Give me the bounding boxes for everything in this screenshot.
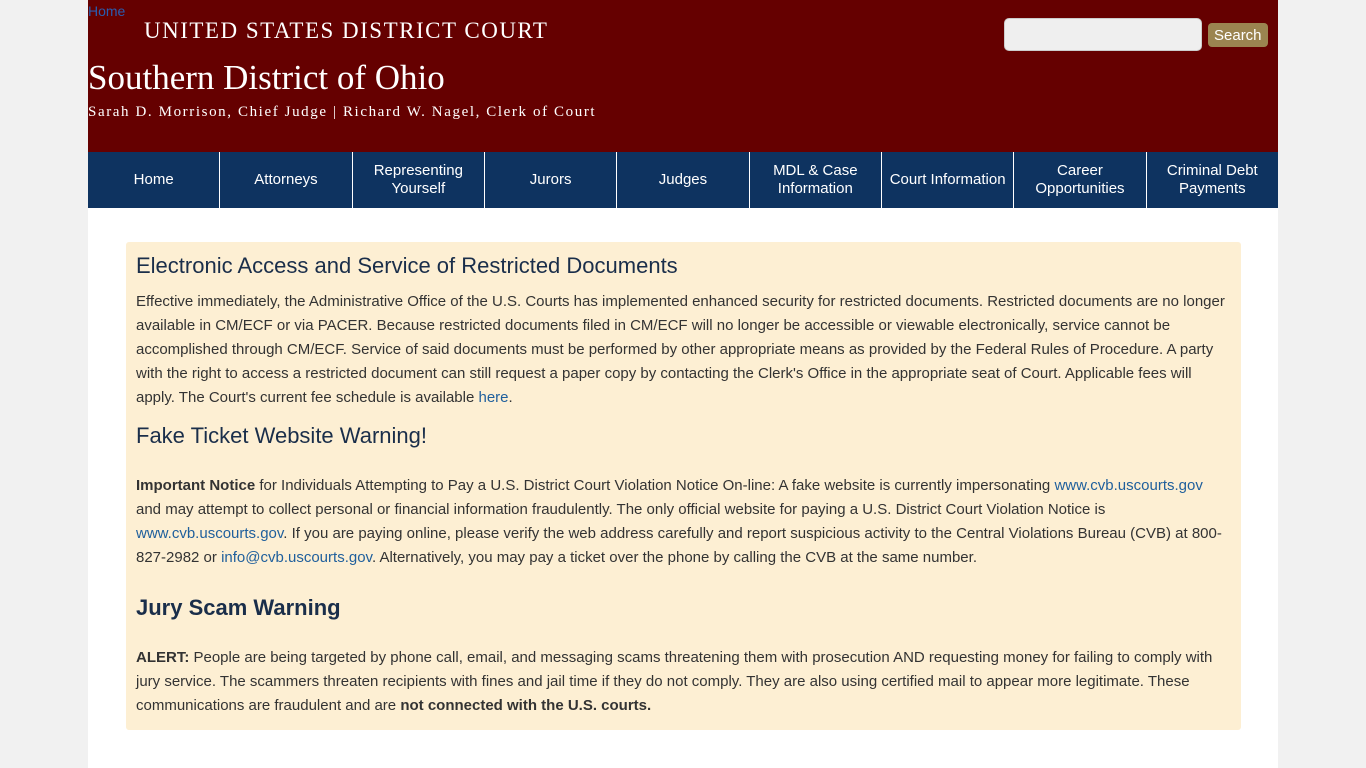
notice-body-fake-ticket: [136, 474, 1231, 570]
text: . Alternatively, you may pay a ticket over the phone by calling the CVB at the same number.: [371, 549, 977, 566]
notice-title-restricted: Electronic Access and Service of Restricted Documents: [136, 253, 678, 278]
cvb-link-2[interactable]: www.cvb.uscourts.gov: [136, 525, 284, 542]
nav-representing-yourself[interactable]: Representing Yourself: [353, 152, 485, 208]
nav-judges[interactable]: Judges: [617, 152, 749, 208]
cvb-email-link[interactable]: info@cvb.uscourts.gov: [221, 549, 372, 566]
text: for Individuals Attempting to Pay a U.S. District Court Violation Notice On-line: A fake website is currently impersonating: [255, 477, 1055, 494]
bold-text: not connected with the U.S. courts.: [400, 697, 652, 714]
text: People are being targeted by phone call, email, and messaging scams threatening them with prosecution AND requesting money for failing to comply with jury service. The scammers threaten recipients with fines and jail time if they do not comply. They are also using certified mail to appear more legitimate. These communications are fraudulent and are: [136, 649, 1213, 714]
search-input[interactable]: [1004, 18, 1202, 51]
nav-jurors[interactable]: Jurors: [485, 152, 617, 208]
notice-body-restricted: [136, 290, 1231, 410]
home-logo-link[interactable]: Home: [88, 3, 126, 19]
page: [88, 0, 1278, 768]
nav-mdl-case-information[interactable]: MDL & Case Information: [750, 152, 882, 208]
text: Effective immediately, the Administrative Office of the U.S. Courts has implemented enhanced security for restricted documents. Restricted documents are no longer available in CM/ECF or via PACER. Because restricted documents filed in CM/ECF will no longer be accessible or viewable electronically, service cannot be accomplished through CM/ECF. Service of said documents must be performed by other appropriate means as provided by the Federal Rules of Procedure. A party with the right to access a restricted document can still request a paper copy by contacting the Clerk's Office in the appropriate seat of Court. Applicable fees will apply. The Court's current fee schedule is available: [136, 293, 1225, 406]
nav-court-information[interactable]: Court Information: [882, 152, 1014, 208]
search-button[interactable]: Search: [1208, 23, 1268, 47]
bold-text: ALERT:: [136, 649, 190, 666]
officials: Sarah D. Morrison, Chief Judge | Richard W. Nagel, Clerk of Court: [88, 104, 597, 120]
main-nav: [88, 152, 1278, 208]
district-name: Southern District of Ohio: [88, 58, 445, 97]
court-name: UNITED STATES DISTRICT COURT: [144, 18, 549, 43]
nav-attorneys[interactable]: Attorneys: [220, 152, 352, 208]
notice-body-jury-scam: [136, 646, 1231, 718]
nav-criminal-debt-payments[interactable]: Criminal Debt Payments: [1166, 162, 1258, 197]
text: and may attempt to collect personal or financial information fraudulently. The only official website for paying a U.S. District Court Violation Notice is: [136, 501, 1106, 518]
notice-title-fake-ticket: Fake Ticket Website Warning!: [136, 423, 427, 448]
text: . If you are paying online, please verify the web address carefully and report suspicious activity to the Central Violations Bureau (CVB) at 800-827-2982 or: [136, 525, 1222, 566]
nav-home[interactable]: Home: [88, 152, 220, 208]
fee-schedule-link[interactable]: here: [478, 389, 509, 406]
text: .: [508, 389, 513, 406]
nav-career-opportunities[interactable]: Career Opportunities: [1014, 152, 1146, 208]
site-header: [88, 0, 1278, 152]
notice-box: [126, 242, 1241, 730]
bold-text: Important Notice: [136, 477, 256, 494]
notice-title-jury-scam: Jury Scam Warning: [136, 595, 341, 620]
cvb-link[interactable]: www.cvb.uscourts.gov: [1054, 477, 1203, 494]
